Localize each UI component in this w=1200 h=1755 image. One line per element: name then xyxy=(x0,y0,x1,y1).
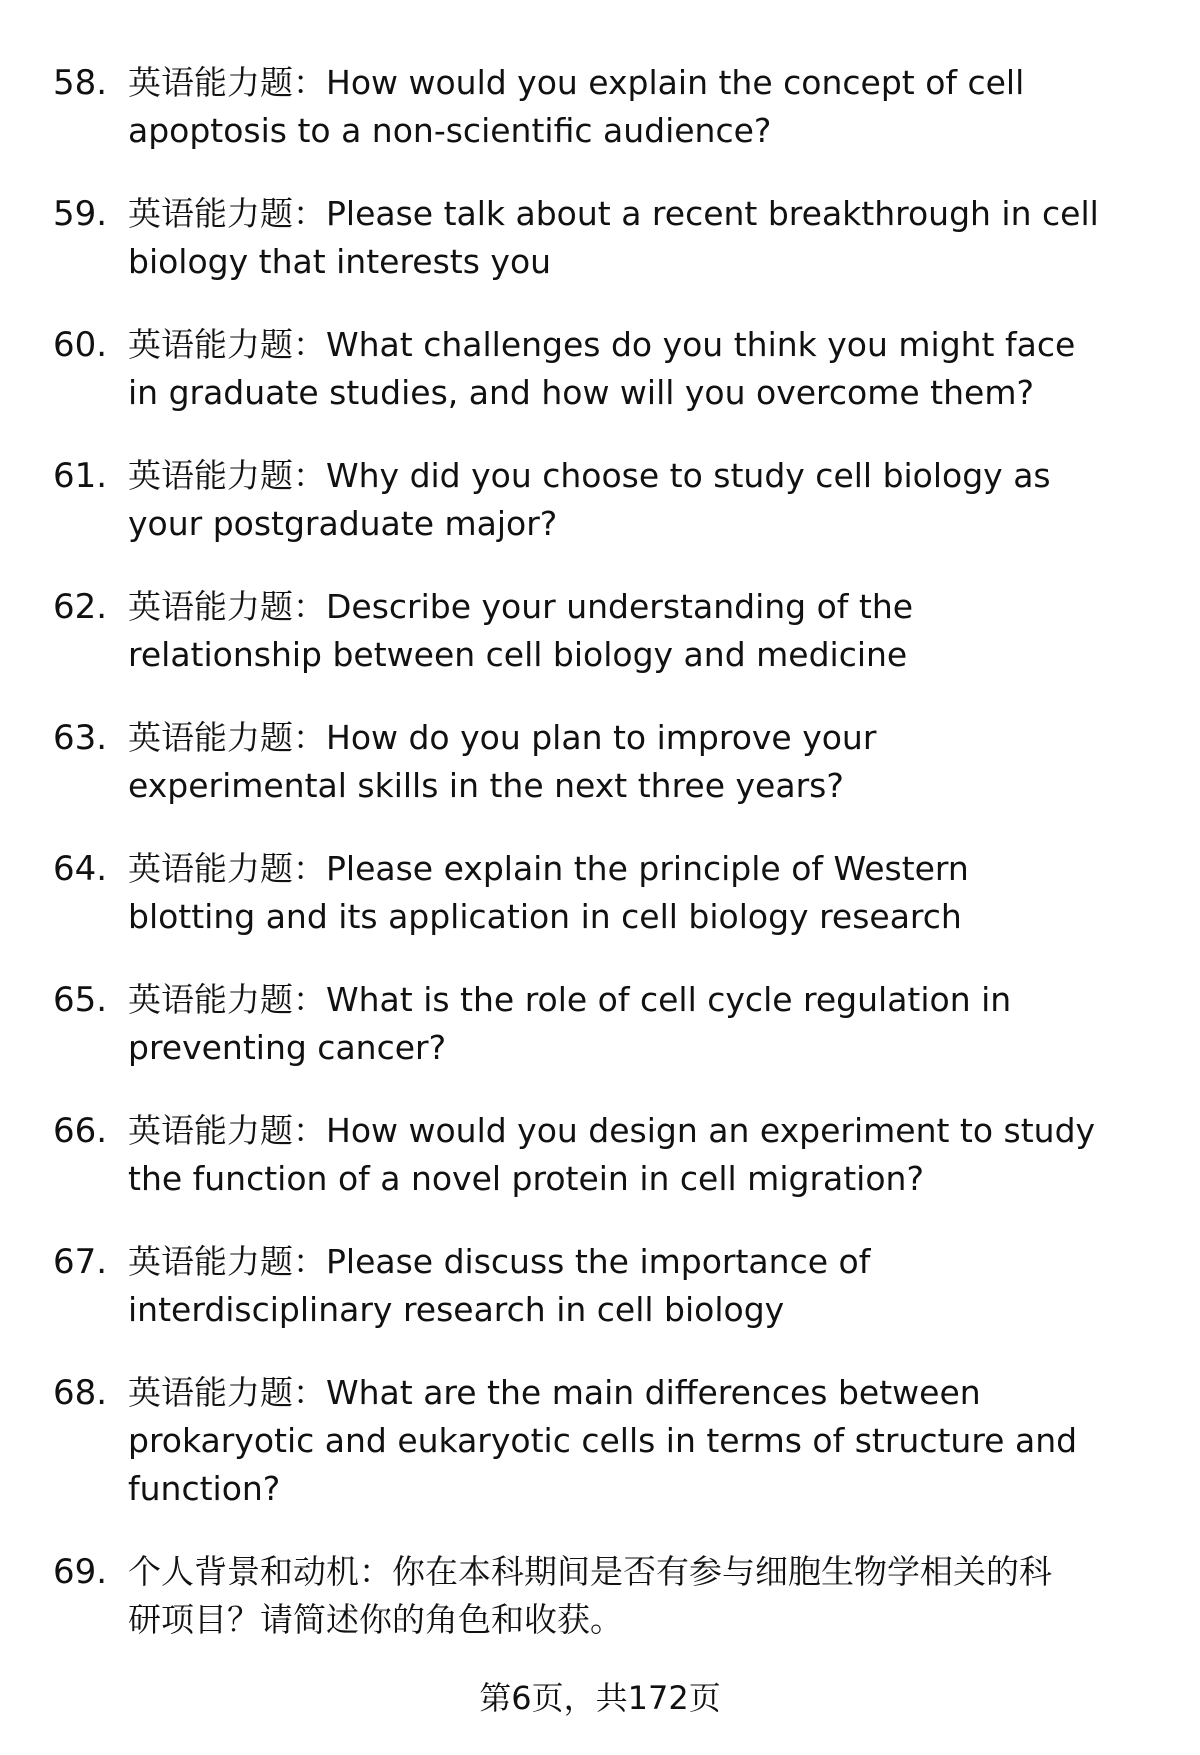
question-text-line: 英语能力题：What challenges do you think you might face xyxy=(128,325,1076,364)
question-text-line: 英语能力题：Please explain the principle of Western xyxy=(128,849,969,888)
question-item xyxy=(0,452,1200,548)
question-text-line: 英语能力题：Why did you choose to study cell biology as xyxy=(128,456,1051,495)
question-text xyxy=(128,1107,1200,1203)
question-item xyxy=(0,321,1200,417)
question-text-line: experimental skills in the next three years? xyxy=(128,766,844,805)
question-text-line: biology that interests you xyxy=(128,242,552,281)
question-number: 63. xyxy=(53,718,108,758)
question-item xyxy=(0,845,1200,941)
question-list xyxy=(0,59,1200,1679)
question-number: 59. xyxy=(53,194,108,234)
question-text-line: in graduate studies, and how will you overcome them? xyxy=(128,373,1034,412)
question-item xyxy=(0,59,1200,155)
question-number: 61. xyxy=(53,456,108,496)
question-text xyxy=(128,321,1200,417)
question-text-line: blotting and its application in cell biology research xyxy=(128,897,962,936)
question-item xyxy=(0,1238,1200,1334)
question-text-line: prokaryotic and eukaryotic cells in terms of structure and xyxy=(128,1421,1078,1460)
question-text-line: 英语能力题：How would you design an experiment to study xyxy=(128,1111,1096,1150)
question-text-line: 英语能力题：What are the main differences between xyxy=(128,1373,981,1412)
question-number: 65. xyxy=(53,980,108,1020)
question-item xyxy=(0,190,1200,286)
question-text xyxy=(128,845,1200,941)
question-text-line: your postgraduate major? xyxy=(128,504,558,543)
question-text-line: 英语能力题：How would you explain the concept of cell xyxy=(128,63,1025,102)
question-text-line: 英语能力题：Please discuss the importance of xyxy=(128,1242,871,1281)
question-item xyxy=(0,1369,1200,1513)
question-item xyxy=(0,976,1200,1072)
question-text xyxy=(128,1238,1200,1334)
question-number: 69. xyxy=(53,1552,108,1592)
question-number: 66. xyxy=(53,1111,108,1151)
question-text-line: 英语能力题：Describe your understanding of the xyxy=(128,587,914,626)
question-text-line: apoptosis to a non-scientific audience? xyxy=(128,111,772,150)
page-footer: 第6页，共172页 xyxy=(479,1679,721,1717)
question-text xyxy=(128,59,1200,155)
question-text-line: relationship between cell biology and medicine xyxy=(128,635,908,674)
question-text xyxy=(128,583,1200,679)
question-number: 67. xyxy=(53,1242,108,1282)
question-text xyxy=(128,714,1200,810)
question-text-line: the function of a novel protein in cell migration? xyxy=(128,1159,924,1198)
question-number: 58. xyxy=(53,63,108,103)
question-text-line: interdisciplinary research in cell biology xyxy=(128,1290,785,1329)
question-text-line: function? xyxy=(128,1469,281,1508)
question-number: 60. xyxy=(53,325,108,365)
question-text xyxy=(128,1548,1200,1644)
question-number: 64. xyxy=(53,849,108,889)
question-item xyxy=(0,714,1200,810)
question-number: 62. xyxy=(53,587,108,627)
question-text xyxy=(128,976,1200,1072)
question-text-line: 英语能力题：Please talk about a recent breakthrough in cell xyxy=(128,194,1099,233)
question-text-line: preventing cancer? xyxy=(128,1028,447,1067)
question-text xyxy=(128,1369,1200,1513)
question-number: 68. xyxy=(53,1373,108,1413)
question-text xyxy=(128,190,1200,286)
question-text-line: 个人背景和动机：你在本科期间是否有参与细胞生物学相关的科 xyxy=(128,1552,1052,1591)
question-text-line: 英语能力题：How do you plan to improve your xyxy=(128,718,877,757)
question-text-line: 研项目？请简述你的角色和收获。 xyxy=(128,1600,623,1639)
question-item xyxy=(0,1107,1200,1203)
question-text xyxy=(128,452,1200,548)
question-item xyxy=(0,1548,1200,1644)
question-text-line: 英语能力题：What is the role of cell cycle regulation in xyxy=(128,980,1012,1019)
question-item xyxy=(0,583,1200,679)
